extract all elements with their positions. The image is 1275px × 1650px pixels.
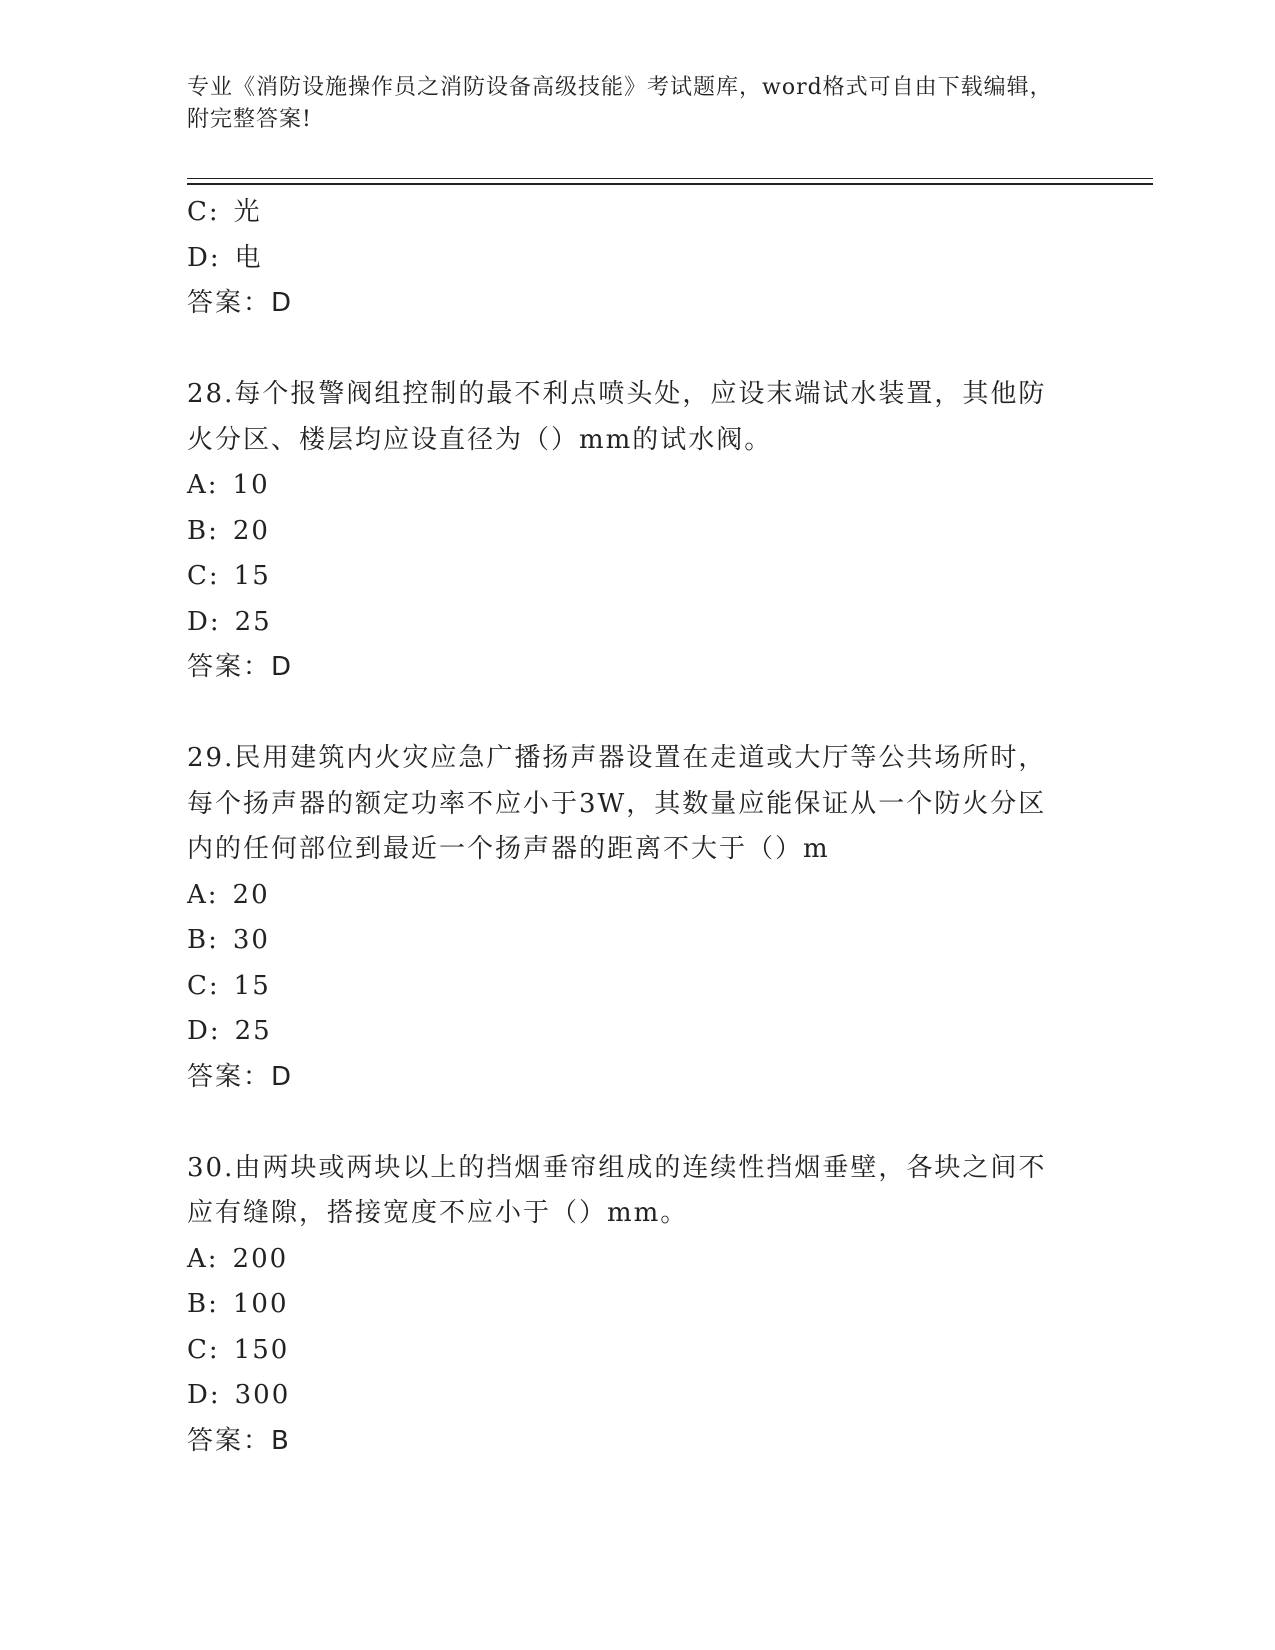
question-29 — [187, 736, 1087, 1100]
option-a — [187, 1237, 1087, 1283]
header-divider-bottom — [187, 183, 1153, 185]
option-label: B: — [187, 1289, 219, 1319]
option-text: 20 — [232, 515, 270, 546]
option-label: C: — [187, 970, 220, 1001]
option-d — [187, 600, 1087, 646]
option-label: D: — [187, 606, 221, 637]
option-label: C: — [187, 197, 220, 227]
option-label: D: — [187, 242, 221, 273]
option-text: 20 — [232, 879, 270, 910]
answer-line: 答案：D — [187, 1061, 294, 1092]
question-stem-line: 30.由两块或两块以上的挡烟垂帘组成的连续性挡烟垂壁，各块之间不 — [187, 1152, 1047, 1183]
question-list — [187, 190, 1087, 1464]
question-28 — [187, 372, 1087, 691]
question-stem-line: 每个扬声器的额定功率不应小于3W，其数量应能保证从一个防火分区 — [187, 788, 1047, 819]
option-label: D: — [187, 1380, 221, 1410]
option-text: 100 — [232, 1289, 289, 1319]
option-text: 150 — [233, 1334, 290, 1365]
option-label: C: — [187, 561, 220, 591]
option-label: B: — [187, 925, 219, 955]
option-label: A: — [187, 470, 219, 500]
option-d — [187, 1373, 1087, 1419]
option-text: 光 — [233, 197, 262, 227]
document-header — [187, 72, 1067, 136]
answer-line: 答案：B — [187, 1425, 291, 1456]
option-text: 电 — [234, 242, 263, 273]
option-text: 15 — [233, 561, 271, 591]
option-text: 300 — [234, 1380, 291, 1410]
option-label: C: — [187, 1334, 220, 1365]
option-text: 200 — [232, 1243, 289, 1274]
option-d — [187, 1009, 1087, 1055]
option-label: A: — [187, 879, 219, 910]
question-30 — [187, 1146, 1087, 1465]
header-text: 专业《消防设施操作员之消防设备高级技能》考试题库，word格式可自由下载编辑，附完整答案! — [187, 75, 1053, 132]
option-b — [187, 918, 1087, 964]
question-stem-line: 应有缝隙，搭接宽度不应小于（）mm。 — [187, 1198, 689, 1228]
option-c — [187, 190, 1087, 236]
option-c — [187, 554, 1087, 600]
option-a — [187, 463, 1087, 509]
option-b — [187, 1282, 1087, 1328]
answer-line: 答案：D — [187, 288, 294, 318]
option-c — [187, 1328, 1087, 1374]
answer-line: 答案：D — [187, 652, 294, 682]
question-stem-line: 内的任何部位到最近一个扬声器的距离不大于（）m — [187, 834, 830, 864]
option-b — [187, 509, 1087, 555]
option-text: 25 — [234, 1016, 272, 1046]
question-stem-line: 28.每个报警阀组控制的最不利点喷头处，应设末端试水装置，其他防 — [187, 379, 1047, 409]
option-a — [187, 873, 1087, 919]
option-text: 30 — [232, 925, 270, 955]
option-c — [187, 964, 1087, 1010]
option-text: 25 — [234, 606, 272, 637]
option-label: D: — [187, 1016, 221, 1046]
question-stem-line: 29.民用建筑内火灾应急广播扬声器设置在走道或大厅等公共场所时， — [187, 743, 1047, 773]
option-text: 15 — [233, 970, 271, 1001]
option-label: B: — [187, 515, 219, 546]
option-d — [187, 236, 1087, 282]
question-continued — [187, 190, 1087, 327]
question-stem-line: 火分区、楼层均应设直径为（）mm的试水阀。 — [187, 424, 773, 455]
header-divider-top — [187, 178, 1153, 179]
option-text: 10 — [232, 470, 270, 500]
option-label: A: — [187, 1243, 219, 1274]
